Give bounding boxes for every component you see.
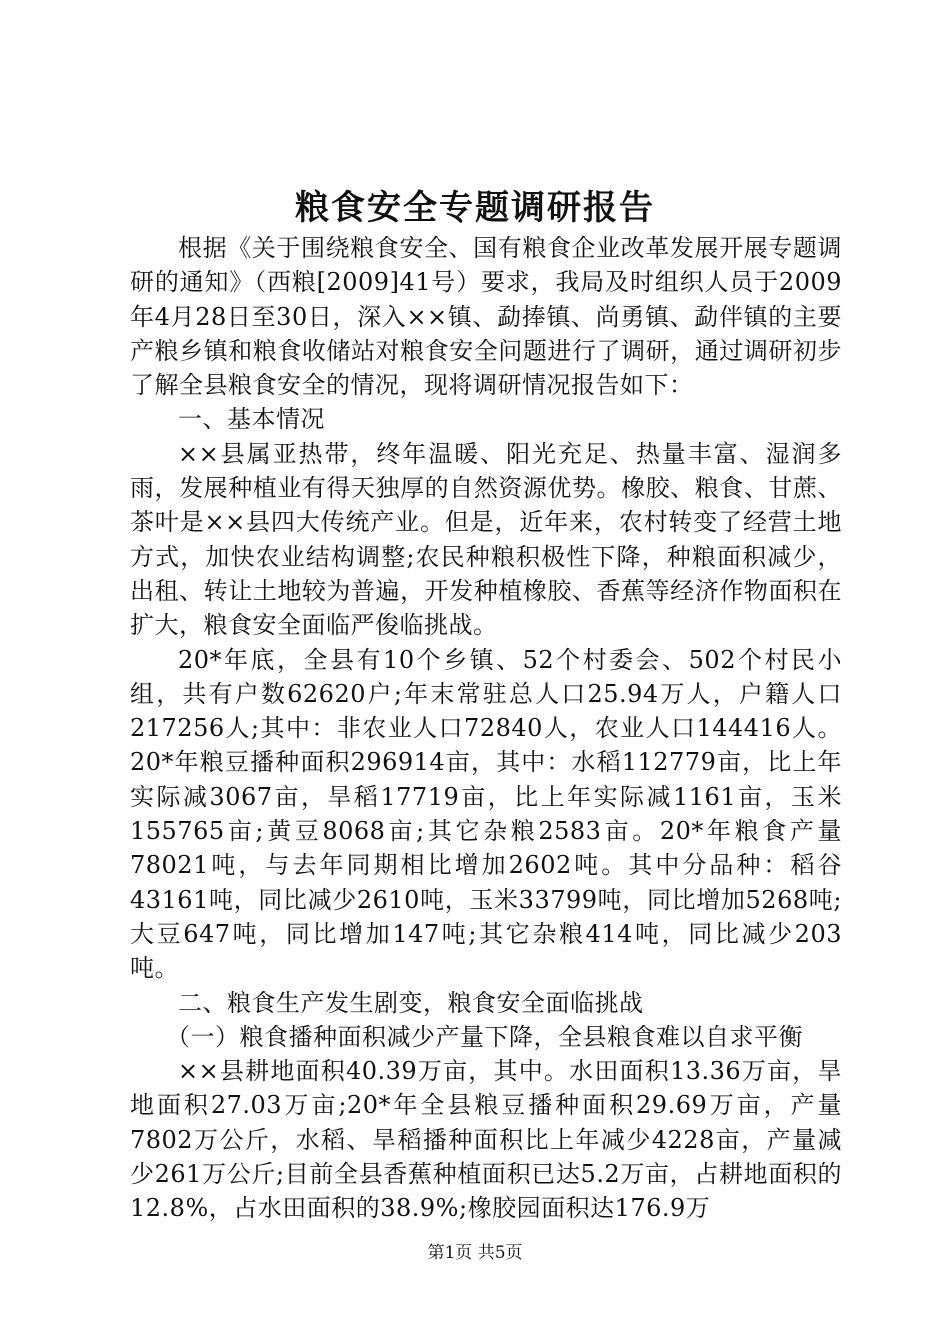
statistics-paragraph: 20*年底，全县有10个乡镇、52个村委会、502个村民小组，共有户数62620户;年末常驻总人口25.94万人，户籍人口217256人;其中：非农业人口72840人，农业人口144416人。20*年粮豆播种面积296914亩，其中：水稻112779亩，比上年实际减3067亩，旱稻17719亩，比上年实际减1161亩，玉米155765亩;黄豆8068亩;其它杂粮2583亩。20*年粮食产量78021吨，与去年同期相比增加2602吨。其中分品种：稻谷43161吨，同比减少2610吨，玉米33799吨，同比增加5268吨;大豆647吨，同比增加147吨;其它杂粮414吨，同比减少203吨。: [130, 645, 842, 983]
climate-paragraph: ××县属亚热带，终年温暖、阳光充足、热量丰富、湿润多雨，发展种植业有得天独厚的自然资源优势。橡胶、粮食、甘蔗、茶叶是××县四大传统产业。但是，近年来，农村转变了经营土地方式，加快农业结构调整;农民种粮积极性下降，种粮面积减少，出租、转让土地较为普遍，开发种植橡胶、香蕉等经济作物面积在扩大，粮食安全面临严俊临挑战。: [130, 439, 842, 640]
intro-paragraph: 根据《关于围绕粮食安全、国有粮食企业改革发展开展专题调研的通知》（西粮[2009]41号）要求，我局及时组织人员于2009年4月28日至30日，深入××镇、勐捧镇、尚勇镇、勐伴镇的主要产粮乡镇和粮食收储站对粮食安全问题进行了调研，通过调研初步了解全县粮食安全的情况，现将调研情况报告如下：: [130, 234, 842, 400]
farmland-paragraph: ××县耕地面积40.39万亩，其中。水田面积13.36万亩，旱地面积27.03万亩;20*年全县粮豆播种面积29.69万亩，产量7802万公斤，水稻、旱稻播种面积比上年减少4228亩，产量减少261万公斤;目前全县香蕉种植面积已达5.2万亩，占耕地面积的12.8%，占水田面积的38.9%;橡胶园面积达176.9万: [130, 1057, 842, 1223]
section-heading-basic: 一、基本情况: [178, 405, 325, 434]
page-title: 粮食安全专题调研报告: [295, 188, 655, 228]
subsection-heading-1: （一）粮食播种面积减少产量下降，全县粮食难以自求平衡: [166, 1022, 803, 1051]
page-footer: 第1页 共5页: [427, 1243, 523, 1263]
document-body: [130, 231, 842, 1226]
section-heading-challenges: 二、粮食生产发生剧变，粮食安全面临挑战: [178, 988, 644, 1017]
